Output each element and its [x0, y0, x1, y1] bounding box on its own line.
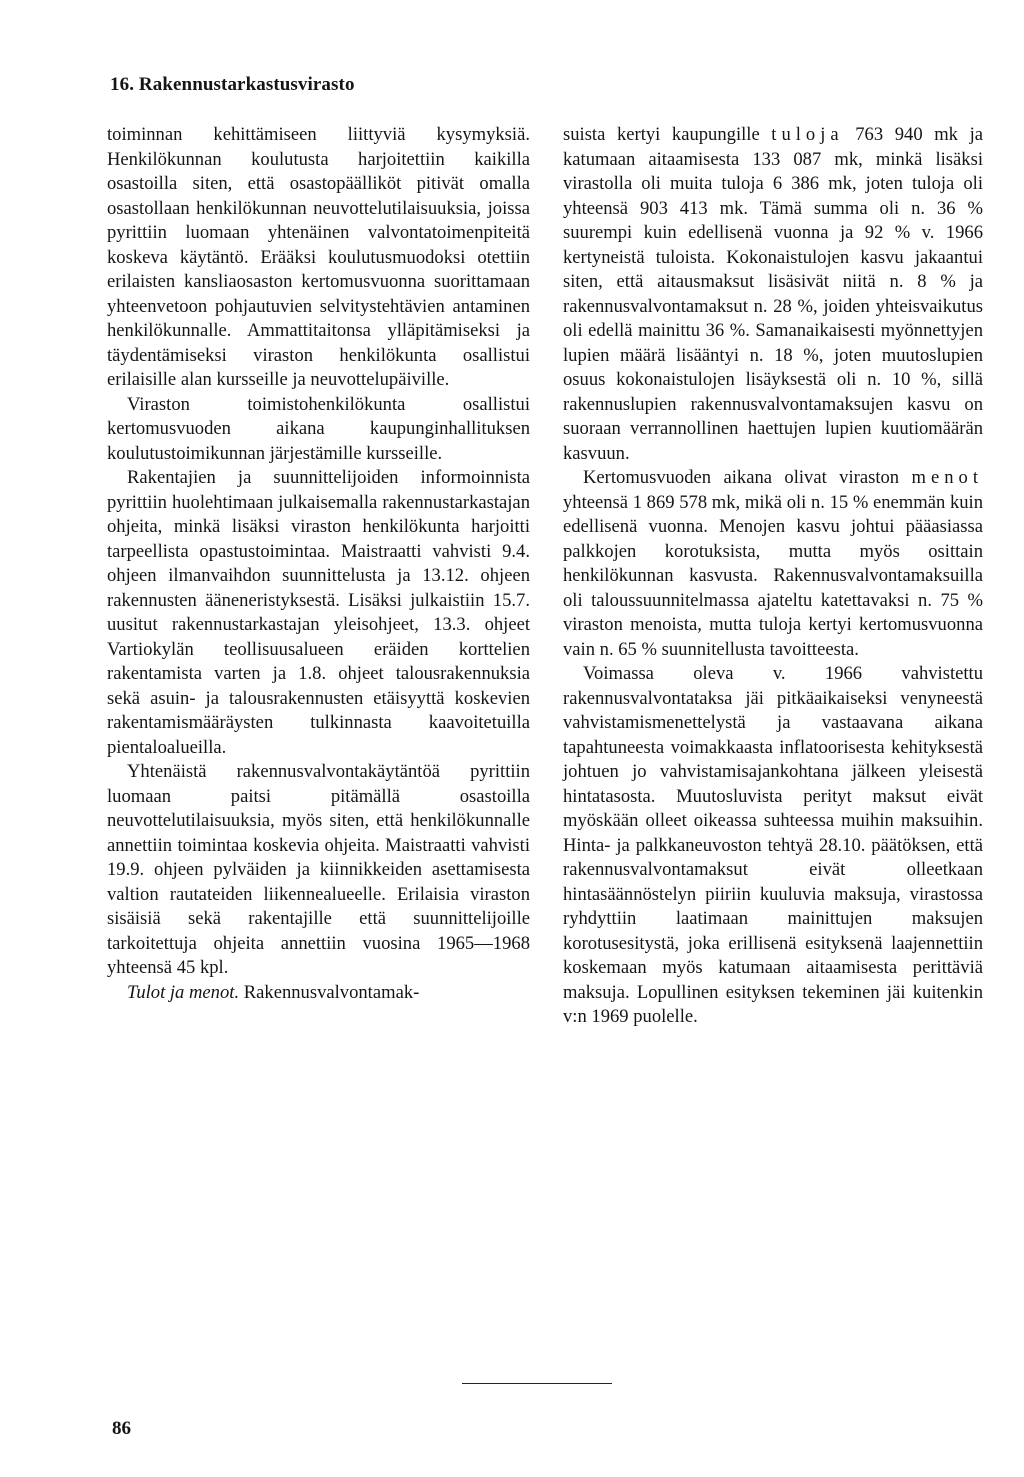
paragraph-text: yhteensä 1 869 578 mk, mikä oli n. 15 % enemmän kuin edellisenä vuonna. Menojen kasvu johtui pääasiassa palkkojen korotuksista, mutta myös osittain henkilökunnan kasvusta. Rakennusvalvontamaksuilla oli taloussuunnitelmassa ajateltu katettavaksi n. 75 % viraston menoista, mutta tuloja kertyi kertomusvuonna vain n. 65 % suunnitellusta tavoitteesta. [563, 491, 983, 660]
right-column [563, 123, 983, 1030]
footnote-divider [462, 1383, 612, 1384]
section-heading: Tulot ja menot. [127, 981, 240, 1003]
paragraph-text: 763 940 mk ja katumaan aitaamisesta 133 087 mk, minkä lisäksi virastolla oli muita tuloja 6 386 mk, joten tuloja oli yhteensä 903 413 mk. Tämä summa oli n. 36 % suurempi kuin edellisenä vuonna ja 92 % v. 1966 kertyneistä tuloista. Kokonaistulojen kasvu jakaantui siten, että aitausmaksut lisäsivät niitä n. 8 % ja rakennusvalvontamaksut n. 28 %, joiden yhteisvaikutus oli edellä mainittu 36 %. Samanaikaisesti myönnettyjen lupien määrä lisääntyi n. 18 %, joten muutoslupien osuus kokonaistulojen lisäyksestä oli n. 10 %, sillä rakennuslupien rakennusvalvontamaksujen kasvu on suoraan verrannollinen haettujen lupien kuutiomäärän kasvuun. [563, 124, 983, 464]
paragraph [563, 466, 983, 662]
running-header: 16. Rakennustarkastusvirasto [110, 74, 355, 95]
paragraph: Voimassa oleva v. 1966 vahvistettu rakennusvalvontataksa jäi pitkäaikaiseksi venyneestä vahvistamismenettelystä ja vastaavana aikana tapahtuneesta voimakkaasta inflatoorisesta kehityksestä johtuen jo vahvistamisajankohtana jälkeen yleisestä hintatasosta. Muutosluvista perityt maksut eivät myöskään olleet oikeassa suhteessa muihin maksuihin. Hinta- ja palkkaneuvoston tehtyä 28.10. päätöksen, että rakennusvalvontamaksut eivät olleetkaan hintasäännöstelyn piiriin kuuluvia maksuja, virastossa ryhdyttiin laatimaan mainittujen maksujen korotusesitystä, joka erillisenä esityksenä laajennettiin koskemaan myös katumaan aitaamisesta perittäviä maksuja. Lopullinen esityksen tekeminen jäi kuitenkin v:n 1969 puolelle. [563, 663, 983, 1027]
emphasized-word: tuloja [771, 124, 844, 145]
emphasized-word: menot [911, 467, 983, 488]
paragraph: Rakentajien ja suunnittelijoiden informoinnista pyrittiin huolehtimaan julkaisemalla rakennustarkastajan ohjeita, minkä lisäksi viraston henkilökunta harjoitti tarpeellista opastustoimintaa. Maistraatti vahvisti 9.4. ohjeen ilmanvaihdon suunnittelusta ja 13.12. ohjeen rakennusten ääneneristyksestä. Lisäksi julkaistiin 15.7. uusitut rakennustarkastajan yleisohjeet, 13.3. ohjeet Vartiokylän teollisuusalueen eräiden korttelien rakentamista varten ja 1.8. ohjeet talousrakennuksia sekä asuin- ja talousrakennusten etäisyyttä koskevien rakentamismääräysten tulkinnasta kaavoitetuilla pientaloalueilla. [107, 467, 530, 758]
left-column [107, 123, 530, 1005]
paragraph [107, 981, 530, 1006]
page-number: 86 [112, 1418, 131, 1439]
paragraph: Viraston toimistohenkilökunta osallistui kertomusvuoden aikana kaupunginhallituksen koulutustoimikunnan järjestämille kursseille. [107, 393, 530, 464]
paragraph: Yhtenäistä rakennusvalvontakäytäntöä pyrittiin luomaan paitsi pitämällä osastoilla neuvottelutilaisuuksia, myös siten, että henkilökunnalle annettiin toimintaa koskevia ohjeita. Maistraatti vahvisti 19.9. ohjeen pylväiden ja kiinnikkeiden asettamisesta valtion rautateiden liikennealueelle. Erilaisia viraston sisäisiä sekä rakentajille että suunnittelijoille tarkoitettuja ohjeita annettiin vuosina 1965—1968 yhteensä 45 kpl. [107, 761, 530, 978]
paragraph-text: Kertomusvuoden aikana olivat viraston [583, 467, 900, 488]
paragraph-text: Rakennusvalvontamak- [243, 981, 420, 1003]
paragraph: toiminnan kehittämiseen liittyviä kysymyksiä. Henkilökunnan koulutusta harjoitettiin kaikilla osastoilla siten, että osastopäälliköt pitivät omalla osastollaan henkilökunnan neuvottelutilaisuuksia, joissa pyrittiin luomaan yhtenäinen valvontatoimenpiteitä koskeva käytäntö. Erääksi koulutusmuodoksi otettiin erilaisten kansliaosaston kertomusvuonna suorittamaan yhteenvetoon pohjautuvien selvitystehtävien antaminen henkilökunnalle. Ammattitaitonsa ylläpitämiseksi ja täydentämiseksi viraston henkilökunta osallistui erilaisille alan kursseille ja neuvottelupäiville. [107, 124, 530, 390]
paragraph [563, 123, 983, 466]
paragraph-text: suista kertyi kaupungille [563, 124, 760, 145]
